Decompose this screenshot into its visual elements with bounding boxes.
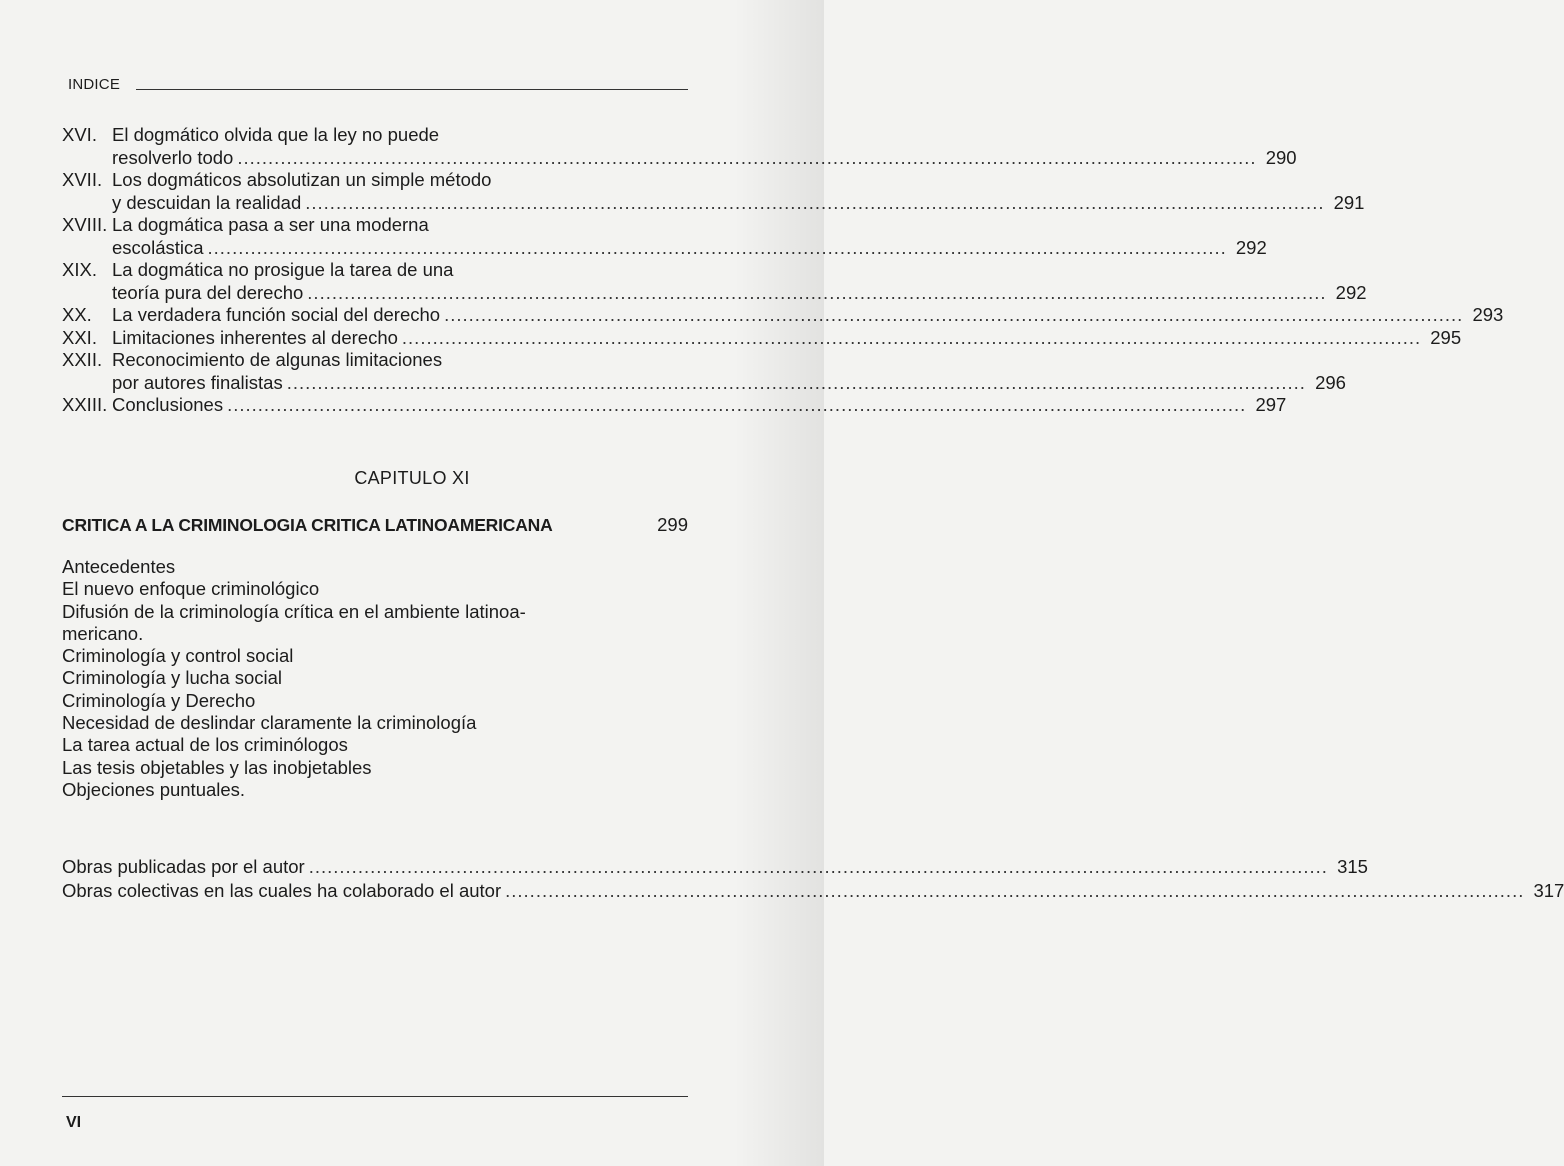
dot-leader — [505, 879, 1524, 903]
toc-entry — [62, 259, 1367, 304]
works-entry-text: Obras publicadas por el autor — [62, 856, 305, 877]
chapter-label: CAPITULO XI — [354, 468, 470, 488]
works-entry — [62, 855, 1368, 879]
page-number: VI — [66, 1114, 82, 1131]
dot-leader — [444, 304, 1463, 327]
section-item: Criminología y control social — [62, 645, 294, 667]
toc-entry-number: XXIII. — [62, 394, 108, 415]
toc-entry-page: 292 — [1335, 281, 1367, 303]
page-edge-shadow — [734, 0, 824, 1166]
toc-entry-number: XXI. — [62, 326, 97, 348]
section-item: El nuevo enfoque criminológico — [62, 578, 320, 600]
section-item: Objeciones puntuales. — [62, 778, 246, 800]
chapter-page: 299 — [657, 514, 688, 535]
works-list — [62, 855, 1564, 903]
toc-entry — [62, 304, 1504, 327]
toc-entry — [62, 394, 1287, 417]
toc-entry-text: El dogmático olvida que la ley no puede — [112, 124, 440, 145]
toc-entry-page: 291 — [1333, 191, 1365, 213]
toc-entry-page: 290 — [1265, 146, 1297, 168]
section-item: Criminología y Derecho — [62, 689, 256, 711]
toc-entry-number: XVIII. — [62, 214, 108, 235]
toc-entry-text: escolástica — [112, 236, 204, 258]
toc-entry-text: Conclusiones — [112, 394, 224, 415]
toc-list — [62, 124, 1504, 417]
works-entry-page: 315 — [1337, 856, 1368, 877]
toc-entry-number: XXII. — [62, 349, 103, 370]
toc-entry-page: 292 — [1235, 236, 1267, 258]
dot-leader — [208, 237, 1227, 260]
toc-entry-number: XX. — [62, 304, 92, 325]
toc-entry — [62, 214, 1267, 259]
section-item: Necesidad de deslindar claramente la criminología — [62, 712, 477, 734]
toc-entry-text: teoría pura del derecho — [112, 281, 304, 303]
toc-entry-page: 295 — [1430, 326, 1462, 348]
toc-entry-page: 296 — [1315, 371, 1346, 393]
works-entry — [62, 879, 1564, 903]
toc-entry-page: 293 — [1472, 304, 1504, 325]
header-rule — [136, 89, 688, 90]
works-entry-text: Obras colectivas en las cuales ha colaborado el autor — [62, 880, 502, 901]
toc-entry — [62, 326, 1462, 350]
section-item: mericano. — [62, 622, 144, 644]
footer-rule — [62, 1096, 688, 1097]
toc-entry-text: Limitaciones inherentes al derecho — [112, 326, 398, 348]
works-entry-page: 317 — [1533, 880, 1564, 901]
toc-entry-text: La verdadera función social del derecho — [112, 304, 441, 325]
chapter-sections — [62, 556, 622, 801]
toc-entry-text: Los dogmáticos absolutizan un simple método — [112, 169, 492, 190]
section-item: Difusión de la criminología crítica en el ambiente latinoa- — [62, 600, 526, 622]
dot-leader — [402, 327, 1421, 350]
chapter-title: CRITICA A LA CRIMINOLOGIA CRITICA LATINOAMERICANA — [62, 515, 553, 535]
toc-entry-page: 297 — [1255, 394, 1287, 415]
section-item: Las tesis objetables y las inobjetables — [62, 756, 372, 778]
section-item: Antecedentes — [62, 556, 176, 577]
toc-entry-text: y descuidan la realidad — [112, 191, 302, 213]
toc-entry-text: La dogmática pasa a ser una moderna — [112, 214, 429, 235]
toc-entry-text: resolverlo todo — [112, 146, 234, 168]
section-item: La tarea actual de los criminólogos — [62, 734, 348, 756]
toc-entry-text: por autores finalistas — [112, 371, 283, 393]
toc-entry-text: Reconocimiento de algunas limitaciones — [112, 349, 443, 370]
toc-entry-text: La dogmática no prosigue la tarea de una — [112, 259, 454, 280]
toc-entry — [62, 124, 1297, 169]
toc-entry-number: XIX. — [62, 259, 97, 280]
toc-entry-number: XVII. — [62, 169, 103, 190]
section-item: Criminología y lucha social — [62, 667, 283, 689]
toc-entry — [62, 349, 1346, 394]
toc-entry-number: XVI. — [62, 124, 97, 145]
toc-entry — [62, 169, 1365, 214]
running-header: INDICE — [68, 76, 121, 93]
chapter-heading — [62, 514, 688, 536]
